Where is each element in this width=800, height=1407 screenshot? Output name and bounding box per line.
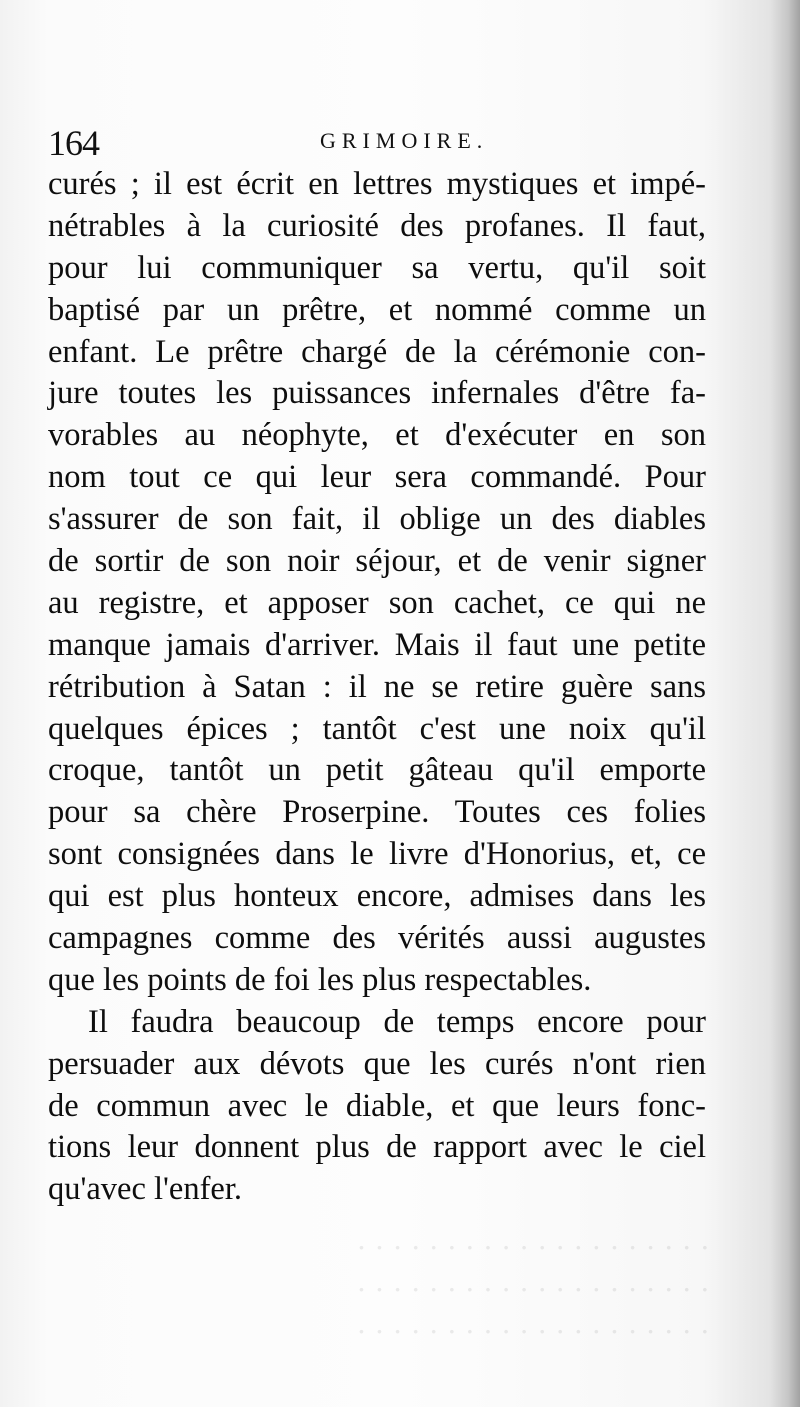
text-line: baptisé par un prêtre, et nommé comme un (48, 291, 706, 328)
show-through-text: · · · · · · · · · · · · · · · · · · · · (356, 1314, 710, 1349)
text-line: s'assurer de son fait, il oblige un des diables (48, 501, 706, 538)
body-text (48, 164, 706, 1211)
text-line: jure toutes les puissances infernales d'être fa- (48, 375, 706, 412)
text-line: enfant. Le prêtre chargé de la cérémonie con- (48, 333, 706, 370)
text-line: tions leur donnent plus de rapport avec le ciel (48, 1129, 706, 1166)
text-line: qu'avec l'enfer. (48, 1171, 242, 1208)
text-line: que les points de foi les plus respectables. (48, 961, 592, 998)
text-line: de sortir de son noir séjour, et de venir signer (48, 543, 706, 580)
running-title: GRIMOIRE. (320, 128, 489, 153)
text-line: Il faudra beaucoup de temps encore pour (88, 1003, 706, 1040)
text-line: pour lui communiquer sa vertu, qu'il soit (48, 249, 706, 286)
text-line: manque jamais d'arriver. Mais il faut une petite (48, 626, 706, 663)
show-through-text: · · · · · · · · · · · · · · · · · · · · (356, 1230, 710, 1265)
text-line: qui est plus honteux encore, admises dans les (48, 878, 706, 915)
paragraph (48, 164, 706, 1002)
paragraph (48, 1002, 706, 1211)
text-line: au registre, et apposer son cachet, ce qui ne (48, 584, 706, 621)
text-line: sont consignées dans le livre d'Honorius, et, ce (48, 836, 706, 873)
text-line: de commun avec le diable, et que leurs fonc- (48, 1087, 706, 1124)
text-line: nom tout ce qui leur sera commandé. Pour (48, 459, 706, 496)
text-line: campagnes comme des vérités aussi augustes (48, 920, 706, 957)
text-line: persuader aux dévots que les curés n'ont rien (48, 1045, 706, 1082)
text-line: vorables au néophyte, et d'exécuter en son (48, 417, 706, 454)
page-edge-shadow (770, 0, 800, 1407)
text-line: quelques épices ; tantôt c'est une noix qu'il (48, 710, 706, 747)
text-line: croque, tantôt un petit gâteau qu'il emporte (48, 752, 706, 789)
page-number: 164 (48, 123, 99, 163)
page-header (48, 122, 708, 162)
text-line: nétrables à la curiosité des profanes. Il faut, (48, 207, 706, 244)
text-line: rétribution à Satan : il ne se retire guère sans (48, 668, 706, 705)
text-line: curés ; il est écrit en lettres mystiques et impé- (48, 166, 706, 202)
text-line: pour sa chère Proserpine. Toutes ces folies (48, 794, 706, 831)
show-through-text: · · · · · · · · · · · · · · · · · · · · (356, 1272, 710, 1307)
